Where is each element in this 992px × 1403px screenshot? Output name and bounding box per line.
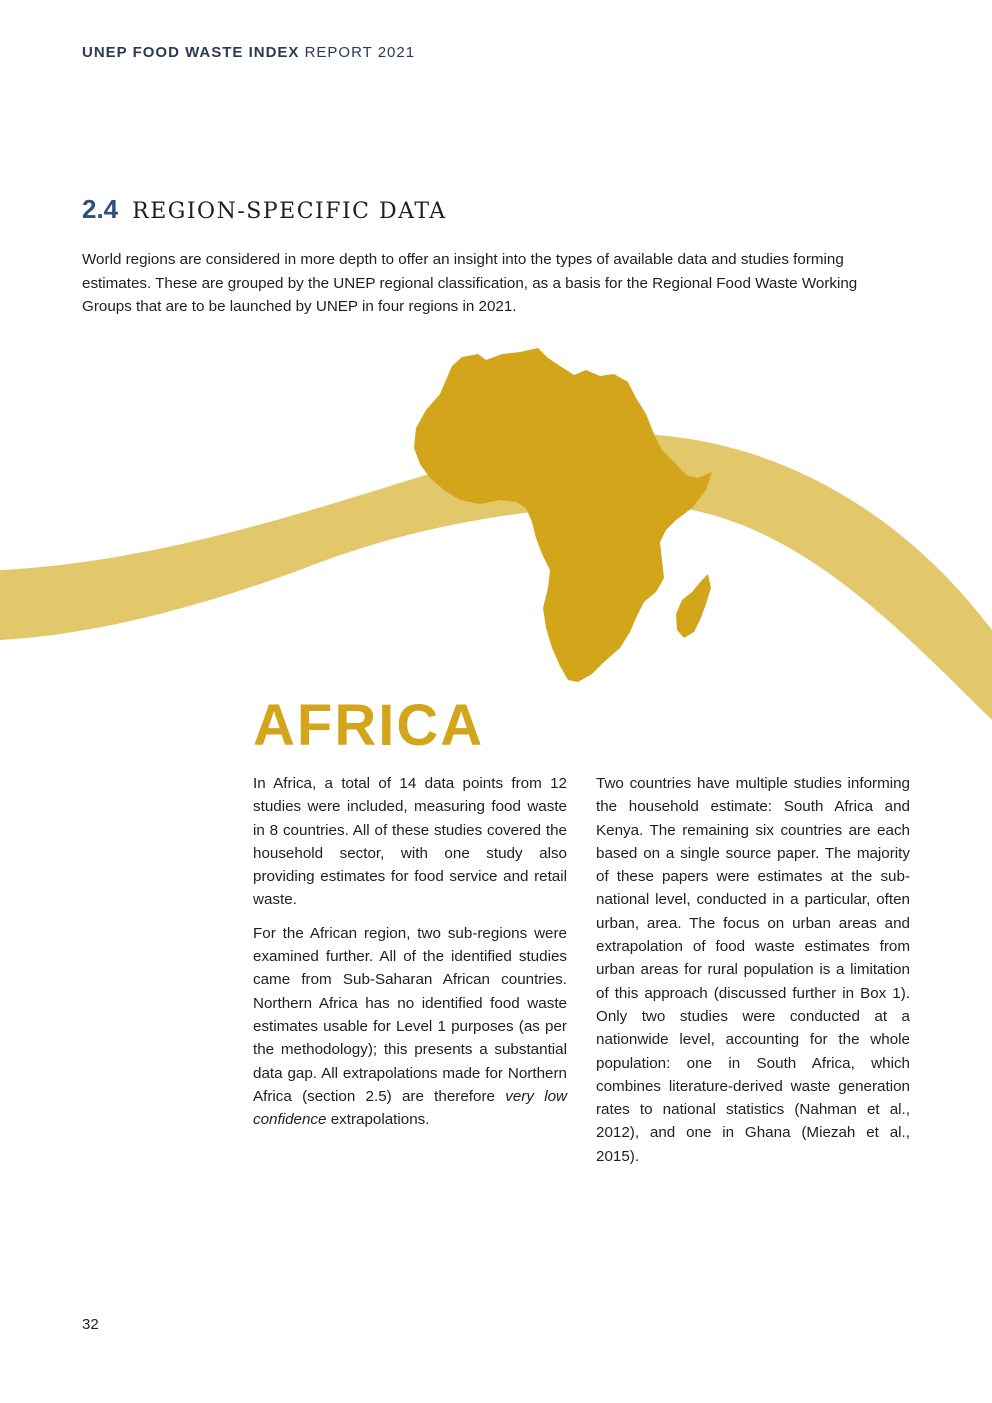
report-title-rest: REPORT 2021 <box>299 44 416 61</box>
left-paragraph-2-end: extrapolations. <box>326 1111 430 1129</box>
section-title: REGION-SPECIFIC DATA <box>132 199 447 224</box>
section-heading <box>82 194 447 225</box>
left-column <box>253 772 567 1141</box>
right-column <box>596 772 910 1178</box>
left-paragraph-2-start: For the African region, two sub-regions were examined further. All of the identified studies came from Sub-Saharan African countries. Northern Africa has no identified food waste estimates usable for Level 1 purposes (as per the methodology); this presents a substantial data gap. All extrapolations made for Northern Africa (section 2.5) are therefore <box>253 924 567 1105</box>
right-paragraph-1: Two countries have multiple studies informing the household estimate: South Africa and Kenya. The remaining six countries are each based on a single source paper. The majority of these papers were estimates at the sub-national level, conducted in a particular, often urban, area. The focus on urban areas and extrapolation of food waste estimates from urban areas for rural population is a limitation of this approach (discussed further in Box 1). Only two studies were conducted at a nationwide level, accounting for the whole population: one in South Africa, which combines literature-derived waste generation rates to national statistics (Nahman et al., 2012), and one in Ghana (Miezah et al., 2015). <box>596 775 910 1165</box>
madagascar <box>676 574 711 638</box>
running-header <box>82 44 415 61</box>
report-title-bold: UNEP FOOD WASTE INDEX <box>82 44 300 61</box>
left-paragraph-1: In Africa, a total of 14 data points from 12 studies were included, measuring food waste in 8 countries. All of these studies covered the household sector, with one study also providing estimates for food service and retail waste. <box>253 775 567 909</box>
section-number: 2.4 <box>82 194 119 224</box>
page-number: 32 <box>82 1316 99 1333</box>
region-title: AFRICA <box>253 693 485 758</box>
intro-paragraph: World regions are considered in more depth to offer an insight into the types of available data and studies forming estimates. These are grouped by the UNEP regional classification, as a basis for the Regional Food Waste Working Groups that are to be launched by UNEP in four regions in 2021. <box>82 251 858 315</box>
left-paragraph-2 <box>253 922 567 1132</box>
region-illustration <box>0 330 992 730</box>
confidence-emphasis: very low confidence <box>253 1087 567 1129</box>
